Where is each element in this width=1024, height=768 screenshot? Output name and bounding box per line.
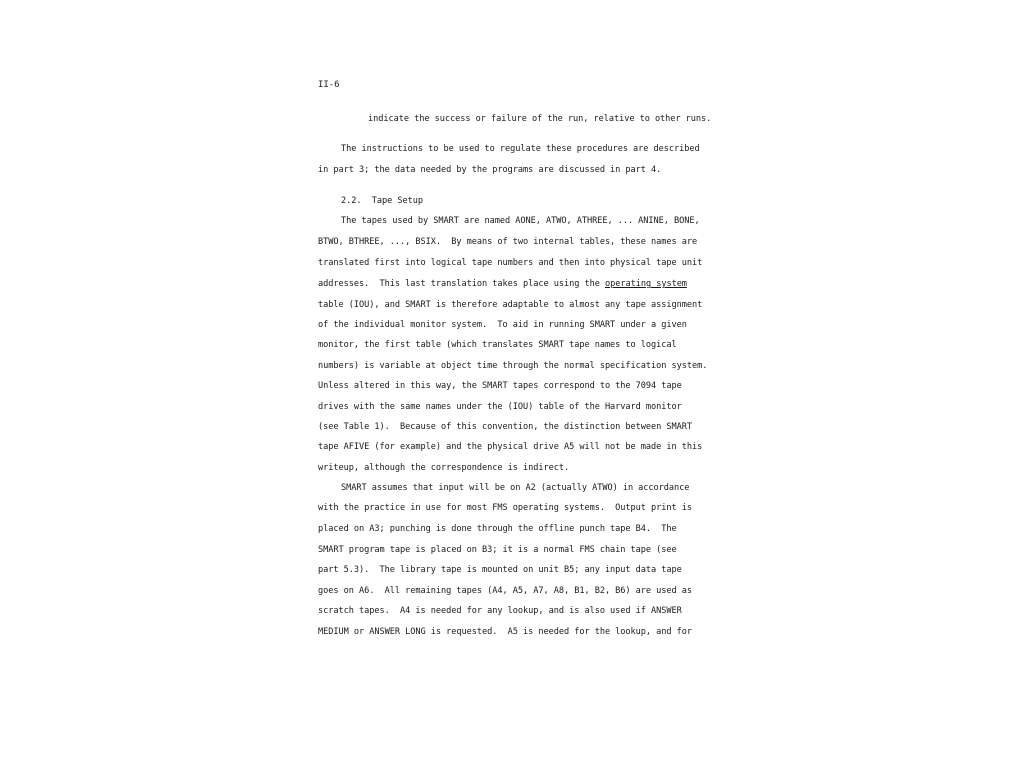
text-line: part 5.3). The library tape is mounted on unit B5; any input data tape bbox=[318, 565, 682, 575]
text-line: SMART assumes that input will be on A2 (actually ATWO) in accordance bbox=[341, 483, 690, 493]
text-line: with the practice in use for most FMS operating systems. Output print is bbox=[318, 503, 693, 513]
text-line: indicate the success or failure of the run, relative to other runs. bbox=[368, 114, 712, 124]
text-line: placed on A3; punching is done through the offline punch tape B4. The bbox=[318, 524, 677, 534]
text-line: numbers) is variable at object time through the normal specification system. bbox=[318, 361, 708, 371]
text-line bbox=[318, 279, 687, 289]
underlined-term: operating system bbox=[604, 279, 687, 289]
text-line: (see Table 1). Because of this convention, the distinction between SMART bbox=[318, 422, 693, 432]
text-line: table (IOU), and SMART is therefore adaptable to almost any tape assignment bbox=[318, 300, 703, 310]
section-heading: 2.2. Tape Setup bbox=[341, 196, 423, 206]
text-line: translated first into logical tape numbers and then into physical tape unit bbox=[318, 258, 703, 268]
text-line: BTWO, BTHREE, ..., BSIX. By means of two internal tables, these names are bbox=[318, 237, 698, 247]
text-line: tape AFIVE (for example) and the physical drive A5 will not be made in this bbox=[318, 442, 703, 452]
text-line: The instructions to be used to regulate these procedures are described bbox=[341, 144, 700, 154]
text-line: of the individual monitor system. To aid in running SMART under a given bbox=[318, 320, 687, 330]
text-line: monitor, the first table (which translates SMART tape names to logical bbox=[318, 340, 677, 350]
text-line: scratch tapes. A4 is needed for any lookup, and is also used if ANSWER bbox=[318, 606, 682, 616]
page-number: II-6 bbox=[318, 80, 340, 90]
text-segment: addresses. This last translation takes place using the bbox=[318, 279, 605, 289]
text-line: goes on A6. All remaining tapes (A4, A5, A7, A8, B1, B2, B6) are used as bbox=[318, 586, 693, 596]
text-line: drives with the same names under the (IOU) table of the Harvard monitor bbox=[318, 402, 682, 412]
text-line: Unless altered in this way, the SMART tapes correspond to the 7094 tape bbox=[318, 381, 682, 391]
text-line: in part 3; the data needed by the programs are discussed in part 4. bbox=[318, 165, 662, 175]
text-line: writeup, although the correspondence is indirect. bbox=[318, 463, 570, 473]
text-line: The tapes used by SMART are named AONE, ATWO, ATHREE, ... ANINE, BONE, bbox=[341, 216, 700, 226]
text-line: SMART program tape is placed on B3; it is a normal FMS chain tape (see bbox=[318, 545, 677, 555]
text-line: MEDIUM or ANSWER LONG is requested. A5 is needed for the lookup, and for bbox=[318, 627, 693, 637]
